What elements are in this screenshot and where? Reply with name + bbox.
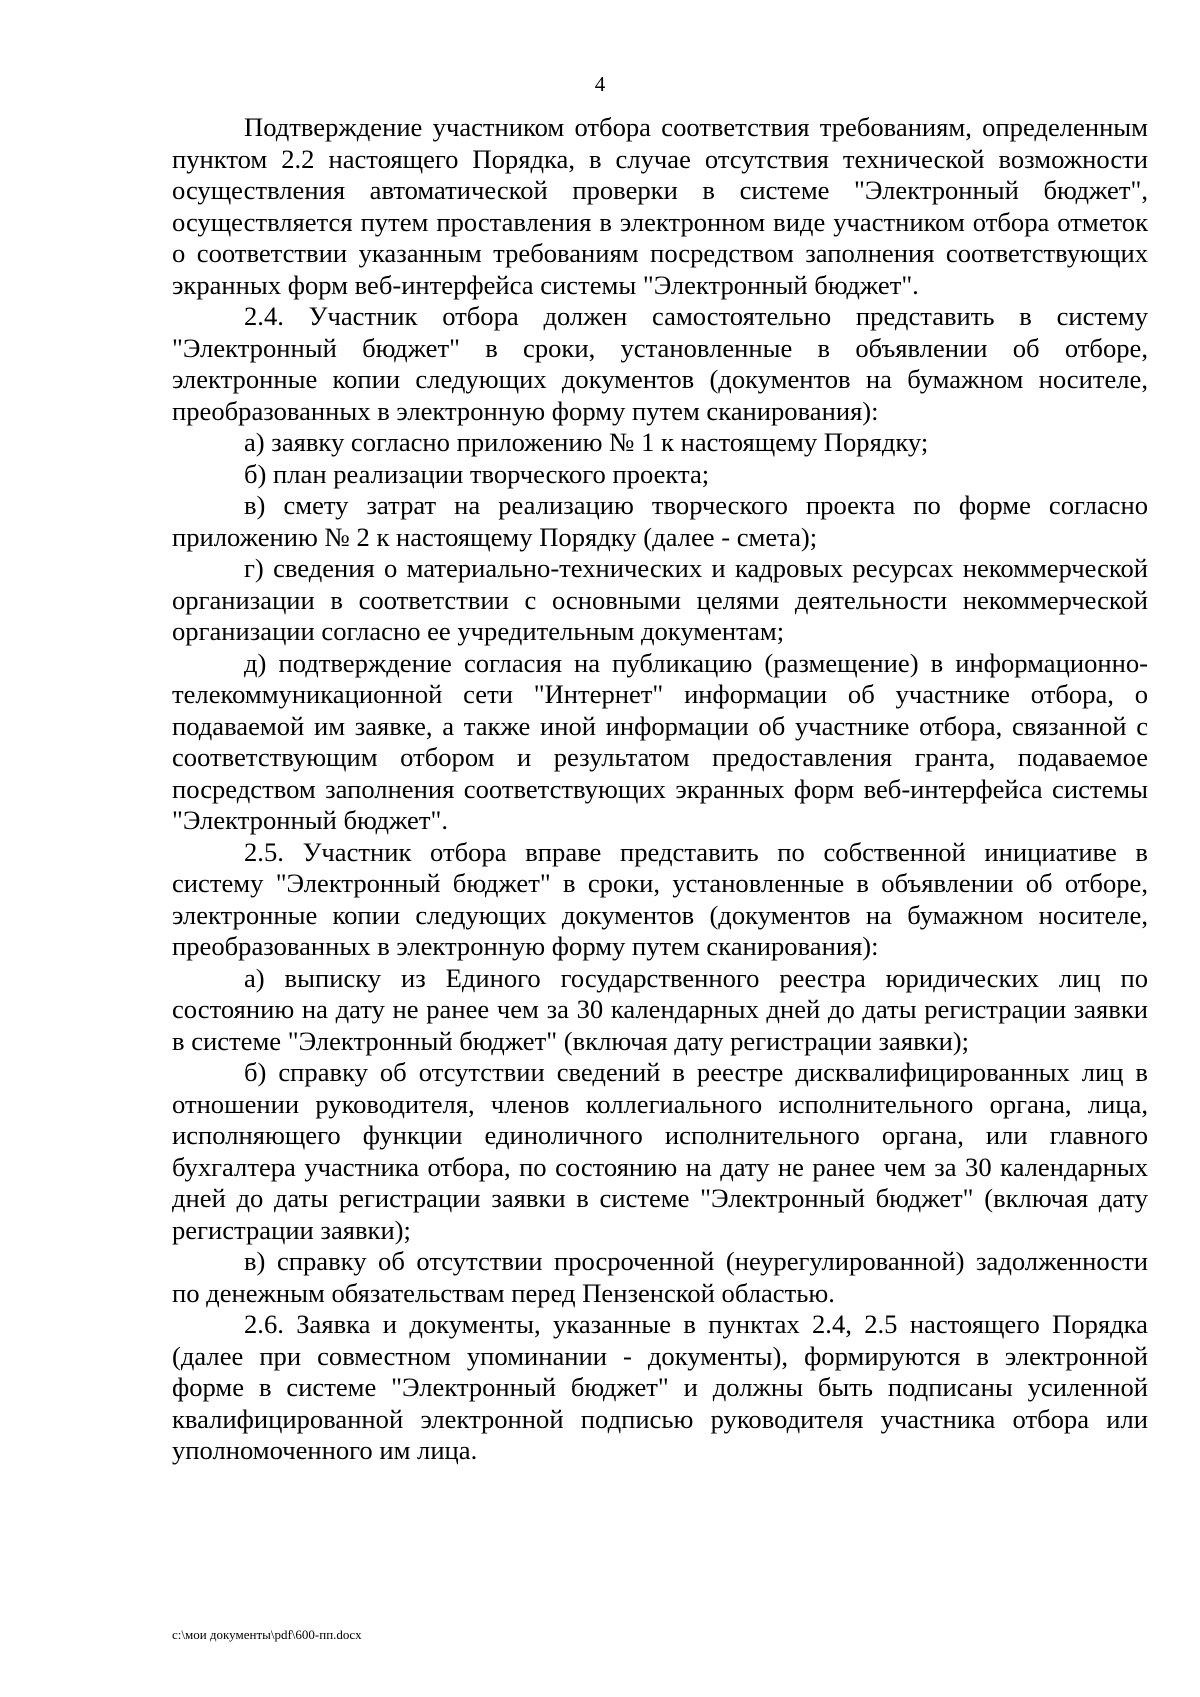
document-body <box>172 112 1148 1467</box>
footer-file-path: c:\мои документы\pdf\600-пп.docx <box>172 1627 362 1642</box>
list-item-2-5-v: в) справку об отсутствии просроченной (неурегулированной) задолженности по денежным обязательствам перед Пензенской областью. <box>172 1246 1148 1308</box>
paragraph-2-4: 2.4. Участник отбора должен самостоятельно представить в систему "Электронный бюджет" в сроки, установленные в объявлении об отборе, электронные копии следующих документов (документов на бумажном носителе, преобразованных в электронную форму путем сканирования): <box>172 301 1148 426</box>
list-item-2-4-b: б) план реализации творческого проекта; <box>244 458 710 489</box>
list-item-2-4-v: в) смету затрат на реализацию творческого проекта по форме согласно приложению № 2 к настоящему Порядку (далее - смета); <box>172 490 1148 552</box>
list-item-2-4-d: д) подтверждение согласия на публикацию (размещение) в информационно-телекоммуникационной сети "Интернет" информации об участнике отбора, о подаваемой им заявке, а также иной информации об участнике отбора, связанной с соответствующим отбором и результатом предоставления гранта, подаваемое посредством заполнения соответствующих экранных форм веб-интерфейса системы "Электронный бюджет". <box>172 647 1148 835</box>
list-item-2-5-a: а) выписку из Единого государственного реестра юридических лиц по состоянию на дату не ранее чем за 30 календарных дней до даты регистрации заявки в системе "Электронный бюджет" (включая дату регистрации заявки); <box>172 962 1148 1056</box>
page-number: 4 <box>594 72 606 96</box>
paragraph-2-6: 2.6. Заявка и документы, указанные в пунктах 2.4, 2.5 настоящего Порядка (далее при совместном упоминании - документы), формируются в электронной форме в системе "Электронный бюджет" и должны быть подписаны усиленной квалифицированной электронной подписью руководителя участника отбора или уполномоченного им лица. <box>172 1309 1148 1465</box>
list-item-2-4-a: а) заявку согласно приложению № 1 к настоящему Порядку; <box>244 427 929 457</box>
list-item-2-5-b: б) справку об отсутствии сведений в реестре дисквалифицированных лиц в отношении руководителя, членов коллегиального исполнительного органа, лица, исполняющего функции единоличного исполнительного органа, или главного бухгалтера участника отбора, по состоянию на дату не ранее чем за 30 календарных дней до даты регистрации заявки в системе "Электронный бюджет" (включая дату регистрации заявки); <box>172 1057 1148 1245</box>
paragraph-2-5: 2.5. Участник отбора вправе представить по собственной инициативе в систему "Электронный бюджет" в сроки, установленные в объявлении об отборе, электронные копии следующих документов (документов на бумажном носителе, преобразованных в электронную форму путем сканирования): <box>172 836 1148 961</box>
paragraph-confirmation: Подтверждение участником отбора соответствия требованиям, определенным пунктом 2.2 настоящего Порядка, в случае отсутствия технической возможности осуществления автоматической проверки в системе "Электронный бюджет", осуществляется путем проставления в электронном виде участником отбора отметок о соответствии указанным требованиям посредством заполнения соответствующих экранных форм веб-интерфейса системы "Электронный бюджет". <box>172 112 1148 300</box>
list-item-2-4-g: г) сведения о материально-технических и кадровых ресурсах некоммерческой организации в соответствии с основными целями деятельности некоммерческой организации согласно ее учредительным документам; <box>172 553 1148 646</box>
